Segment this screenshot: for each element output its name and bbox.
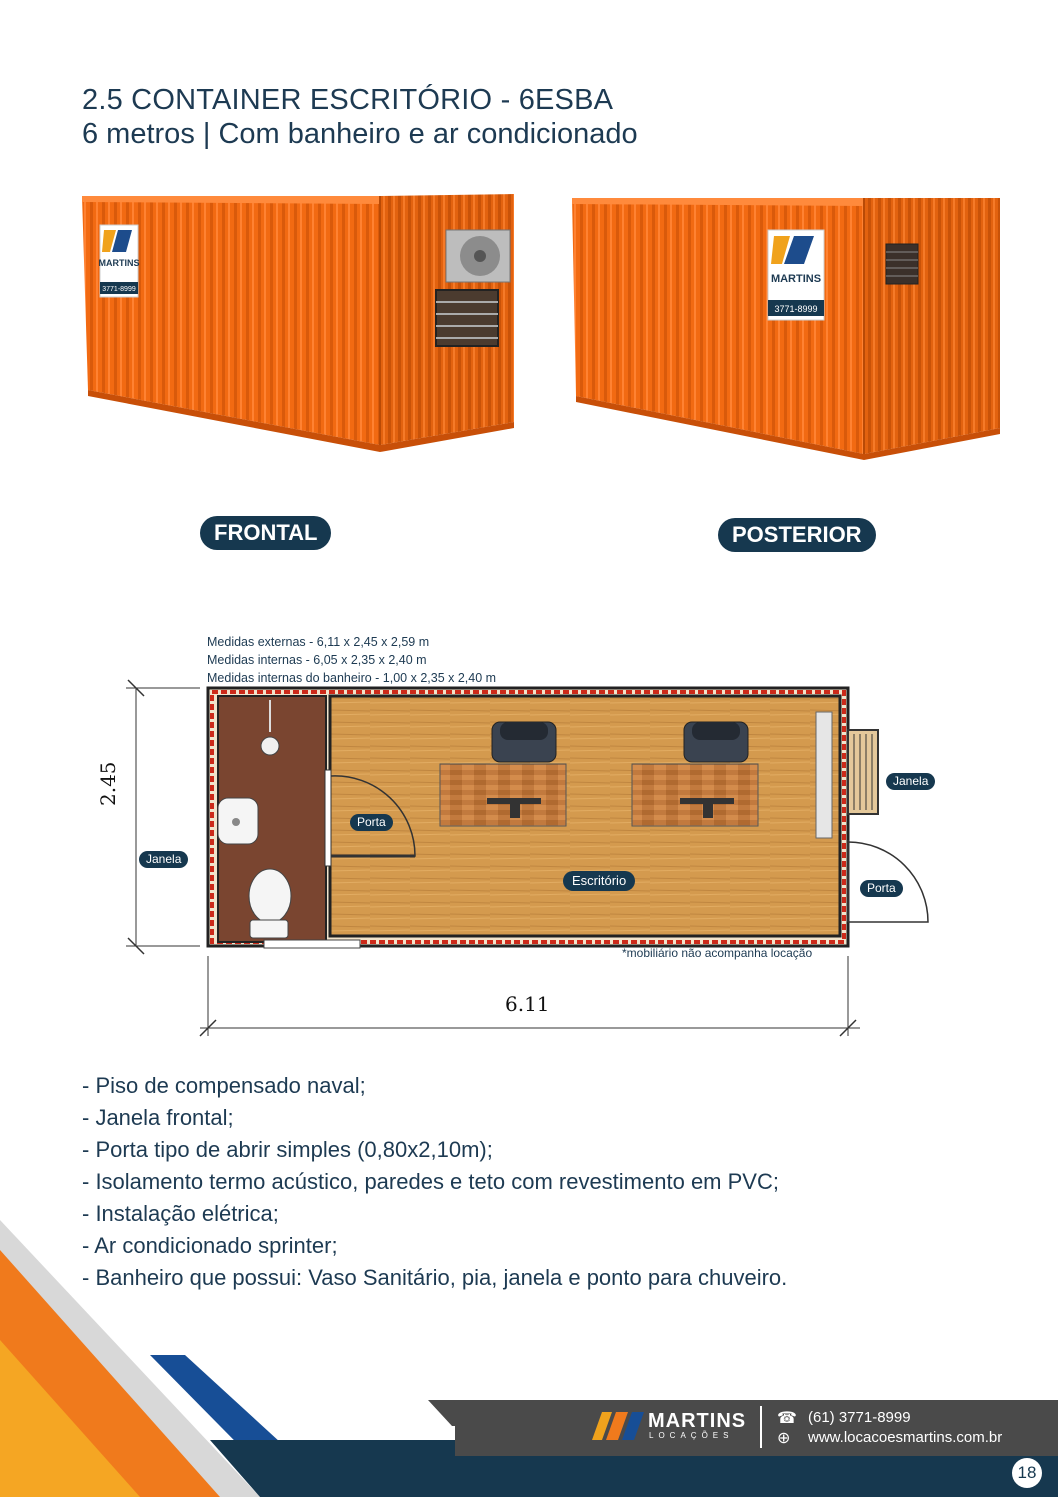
container-posterior-image xyxy=(568,192,1008,462)
feature-item: - Porta tipo de abrir simples (0,80x2,10m); xyxy=(82,1137,493,1162)
page-title: 2.5 CONTAINER ESCRITÓRIO - 6ESBA xyxy=(82,84,614,116)
porta-outer-label: Porta xyxy=(860,880,903,897)
width-dimension: 6.11 xyxy=(505,992,550,1016)
posterior-label: POSTERIOR xyxy=(718,518,876,552)
footer-divider xyxy=(760,1406,762,1448)
janela-right-label: Janela xyxy=(886,773,935,790)
feature-item: - Janela frontal; xyxy=(82,1105,234,1130)
phone-icon: ☎ xyxy=(777,1410,797,1427)
svg-text:MARTINS: MARTINS xyxy=(770,273,822,285)
height-dimension: 2.45 xyxy=(96,761,120,806)
svg-text:3771-8999: 3771-8999 xyxy=(774,304,818,314)
footer-bar xyxy=(455,1400,1058,1456)
frontal-label: FRONTAL xyxy=(200,516,331,550)
measure-external: Medidas externas - 6,11 x 2,45 x 2,59 m xyxy=(207,635,430,649)
porta-inner-label: Porta xyxy=(350,814,393,831)
escritorio-label: Escritório xyxy=(563,871,635,891)
svg-text:3771-8999: 3771-8999 xyxy=(102,286,136,293)
measure-internal: Medidas internas - 6,05 x 2,35 x 2,40 m xyxy=(207,653,427,667)
globe-icon: ⊕ xyxy=(777,1430,791,1447)
container-frontal-image xyxy=(78,190,520,460)
page-subtitle: 6 metros | Com banheiro e ar condicionado xyxy=(82,118,638,150)
feature-item: - Piso de compensado naval; xyxy=(82,1073,366,1098)
feature-item: - Isolamento termo acústico, paredes e teto com revestimento em PVC; xyxy=(82,1169,779,1194)
footer-brand: MARTINS xyxy=(648,1410,747,1432)
feature-item: - Instalação elétrica; xyxy=(82,1201,279,1226)
footer-phone: (61) 3771-8999 xyxy=(808,1409,911,1426)
measure-bathroom: Medidas internas do banheiro - 1,00 x 2,35 x 2,40 m xyxy=(207,671,497,685)
svg-text:MARTINS: MARTINS xyxy=(98,258,140,268)
footer-brand-sub: LOCAÇÕES xyxy=(649,1431,734,1440)
feature-item: - Banheiro que possui: Vaso Sanitário, pia, janela e ponto para chuveiro. xyxy=(82,1265,788,1290)
footer-logo-mark xyxy=(592,1410,644,1442)
janela-left-label: Janela xyxy=(139,851,188,868)
feature-item: - Ar condicionado sprinter; xyxy=(82,1233,338,1258)
footer-website[interactable]: www.locacoesmartins.com.br xyxy=(808,1429,1003,1446)
furniture-note: *mobiliário não acompanha locação xyxy=(622,946,813,960)
page-number: 18 xyxy=(1012,1458,1042,1488)
